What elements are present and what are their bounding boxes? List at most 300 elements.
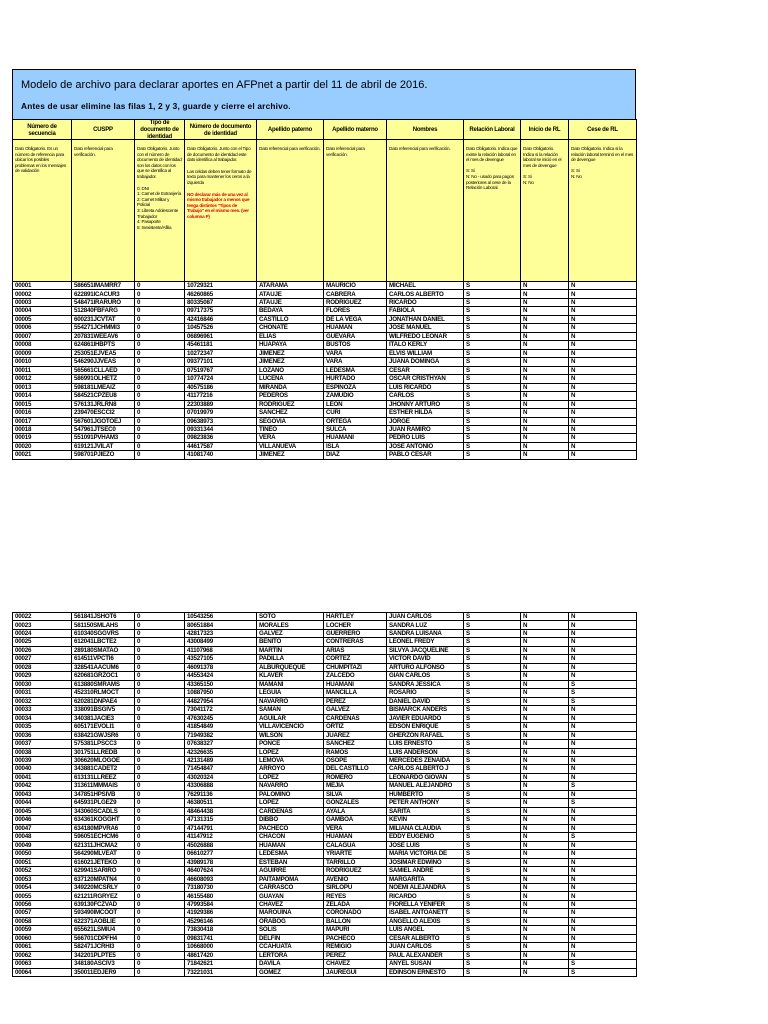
- cell-rl-start: N: [521, 748, 569, 756]
- cell-names: JAVIER EDUARDO: [387, 714, 464, 722]
- cell-rl-end: N: [569, 951, 637, 959]
- cell-rl-start: N: [521, 655, 569, 663]
- cell-doc-type: 0: [135, 315, 185, 323]
- table-row: [13, 790, 637, 798]
- cell-rl-start: N: [521, 409, 569, 417]
- cell-cuspp: 349220MCSRLY: [72, 884, 135, 892]
- cell-cuspp: 593490IMCOOT: [72, 909, 135, 917]
- cell-paternal-surname: CHAVEZ: [257, 900, 324, 908]
- cell-names: EDSON ENRIQUE: [387, 723, 464, 731]
- cell-doc-type: 0: [135, 833, 185, 841]
- cell-rl-end: N: [569, 748, 637, 756]
- cell-sequence: 00001: [13, 282, 72, 290]
- cell-doc-type: 0: [135, 646, 185, 654]
- desc-sequence: Dato Obligatorio. Es un número de referencia para ubicar los posibles problemas en los mensajes de validación: [13, 140, 72, 282]
- cell-rl-end: N: [569, 909, 637, 917]
- cell-rl-end: N: [569, 841, 637, 849]
- cell-names: MARIA VICTORIA DE: [387, 850, 464, 858]
- cell-paternal-surname: MAROUINA: [257, 909, 324, 917]
- cell-maternal-surname: MAURICIO: [324, 282, 387, 290]
- table-row: [13, 807, 637, 815]
- cell-labor-relation: S: [464, 943, 521, 951]
- cell-maternal-surname: CORONADO: [324, 909, 387, 917]
- cell-doc-number: 46091378: [185, 663, 257, 671]
- cell-maternal-surname: JUAREZ: [324, 731, 387, 739]
- cell-doc-number: 22303889: [185, 400, 257, 408]
- table-row: [13, 409, 637, 417]
- cell-sequence: 00042: [13, 782, 72, 790]
- cell-sequence: 00023: [13, 621, 72, 629]
- cell-doc-type: 0: [135, 909, 185, 917]
- cell-rl-end: N: [569, 850, 637, 858]
- cell-rl-end: N: [569, 655, 637, 663]
- desc-warning: NO declarar más de una vez al mismo trabajador a menos que tenga distintos "Tipos de Trabajo" en el mismo mes. (ver columna P): [187, 191, 250, 219]
- table-row: [13, 841, 637, 849]
- cell-rl-start: N: [521, 756, 569, 764]
- cell-rl-end: N: [569, 756, 637, 764]
- cell-labor-relation: S: [464, 706, 521, 714]
- cell-sequence: 00037: [13, 740, 72, 748]
- cell-rl-start: N: [521, 366, 569, 374]
- cell-rl-end: N: [569, 332, 637, 340]
- cell-doc-type: 0: [135, 706, 185, 714]
- cell-names: ARTURO ALFONSO: [387, 663, 464, 671]
- table-row: [13, 375, 637, 383]
- cell-labor-relation: S: [464, 613, 521, 621]
- cell-rl-end: N: [569, 375, 637, 383]
- cell-maternal-surname: VARA: [324, 358, 387, 366]
- cell-doc-number: 06610277: [185, 850, 257, 858]
- table-row: [13, 425, 637, 433]
- cell-sequence: 00057: [13, 909, 72, 917]
- cell-maternal-surname: REYES: [324, 892, 387, 900]
- cell-names: JUAN CARLOS: [387, 943, 464, 951]
- cell-rl-end: N: [569, 400, 637, 408]
- table-row: [13, 341, 637, 349]
- cell-labor-relation: S: [464, 799, 521, 807]
- cell-paternal-surname: PONCE: [257, 740, 324, 748]
- table-row: [13, 442, 637, 450]
- cell-sequence: 00049: [13, 841, 72, 849]
- cell-paternal-surname: CCAHUATA: [257, 943, 324, 951]
- cell-paternal-surname: MIRANDA: [257, 383, 324, 391]
- cell-maternal-surname: FLORES: [324, 307, 387, 315]
- cell-rl-start: N: [521, 706, 569, 714]
- cell-sequence: 00059: [13, 926, 72, 934]
- cell-doc-number: 42131489: [185, 756, 257, 764]
- cell-maternal-surname: CARDENAS: [324, 714, 387, 722]
- table-row: [13, 756, 637, 764]
- cell-names: LUIS ERNESTO: [387, 740, 464, 748]
- cell-sequence: 00044: [13, 799, 72, 807]
- cell-cuspp: 350011EDJER9: [72, 968, 135, 976]
- cell-names: PETER ANTHONY: [387, 799, 464, 807]
- cell-labor-relation: S: [464, 816, 521, 824]
- cell-doc-type: 0: [135, 341, 185, 349]
- cell-paternal-surname: JIMENEZ: [257, 358, 324, 366]
- cell-doc-number: 41081740: [185, 451, 257, 459]
- cell-doc-type: 0: [135, 740, 185, 748]
- cell-doc-number: 44553424: [185, 672, 257, 680]
- cell-rl-end: N: [569, 892, 637, 900]
- cell-rl-end: S: [569, 960, 637, 968]
- cell-rl-end: N: [569, 875, 637, 883]
- cell-rl-end: S: [569, 689, 637, 697]
- cell-paternal-surname: LOPEZ: [257, 799, 324, 807]
- cell-maternal-surname: RAMOS: [324, 748, 387, 756]
- cell-rl-start: N: [521, 663, 569, 671]
- cell-sequence: 00020: [13, 442, 72, 450]
- cell-paternal-surname: SEGOVIA: [257, 417, 324, 425]
- table-row: [13, 816, 637, 824]
- cell-doc-type: 0: [135, 782, 185, 790]
- table-row: [13, 646, 637, 654]
- cell-doc-type: 0: [135, 680, 185, 688]
- cell-cuspp: 289180SMATAO: [72, 646, 135, 654]
- cell-cuspp: 638421GWJSR6: [72, 731, 135, 739]
- cell-cuspp: 313611MMMAIS: [72, 782, 135, 790]
- cell-labor-relation: S: [464, 723, 521, 731]
- cell-rl-end: N: [569, 858, 637, 866]
- cell-doc-type: 0: [135, 434, 185, 442]
- cell-sequence: 00010: [13, 358, 72, 366]
- cell-labor-relation: S: [464, 655, 521, 663]
- cell-rl-end: N: [569, 383, 637, 391]
- cell-names: JONATHAN DANIEL: [387, 315, 464, 323]
- cell-sequence: 00046: [13, 816, 72, 824]
- cell-names: KEVIN: [387, 816, 464, 824]
- table-row: [13, 706, 637, 714]
- cell-names: GIAN CARLOS: [387, 672, 464, 680]
- cell-doc-type: 0: [135, 290, 185, 298]
- cell-names: ELVIS WILLIAM: [387, 349, 464, 357]
- cell-rl-end: N: [569, 663, 637, 671]
- cell-doc-number: 41177216: [185, 392, 257, 400]
- cell-doc-number: 44617587: [185, 442, 257, 450]
- cell-doc-number: 10729321: [185, 282, 257, 290]
- cell-doc-type: 0: [135, 332, 185, 340]
- cell-paternal-surname: VILLAVICENCIO: [257, 723, 324, 731]
- table-row: [13, 629, 637, 637]
- cell-names: JOSIMAR EDWINO: [387, 858, 464, 866]
- cell-names: MILIANA CLAUDIA: [387, 824, 464, 832]
- cell-doc-number: 44827954: [185, 697, 257, 705]
- cell-doc-number: 45296146: [185, 917, 257, 925]
- cell-cuspp: 621211RGRYEZ: [72, 892, 135, 900]
- cell-labor-relation: S: [464, 442, 521, 450]
- cell-paternal-surname: NAVARRO: [257, 697, 324, 705]
- cell-rl-end: S: [569, 697, 637, 705]
- cell-names: SILVYA JACQUELINE: [387, 646, 464, 654]
- cell-rl-end: S: [569, 833, 637, 841]
- table-row: [13, 324, 637, 332]
- cell-paternal-surname: KLAVER: [257, 672, 324, 680]
- cell-maternal-surname: MANCILLA: [324, 689, 387, 697]
- cell-rl-end: N: [569, 315, 637, 323]
- cell-doc-number: 10774724: [185, 375, 257, 383]
- cell-labor-relation: S: [464, 282, 521, 290]
- cell-rl-start: N: [521, 968, 569, 976]
- cell-sequence: 00011: [13, 366, 72, 374]
- cell-sequence: 00018: [13, 425, 72, 433]
- cell-names: ESTHER HILDA: [387, 409, 464, 417]
- cell-cuspp: 634180MPVRA6: [72, 824, 135, 832]
- cell-doc-number: 10457526: [185, 324, 257, 332]
- cell-cuspp: 512840FBFARG: [72, 307, 135, 315]
- cell-doc-number: 73041172: [185, 706, 257, 714]
- cell-labor-relation: S: [464, 425, 521, 433]
- cell-maternal-surname: REMIGIO: [324, 943, 387, 951]
- cell-sequence: 00017: [13, 417, 72, 425]
- cell-cuspp: 637120MPATN4: [72, 875, 135, 883]
- cell-labor-relation: S: [464, 307, 521, 315]
- cell-names: PEDRO LUIS: [387, 434, 464, 442]
- cell-rl-end: N: [569, 425, 637, 433]
- cell-cuspp: 575381LPSCC3: [72, 740, 135, 748]
- cell-doc-type: 0: [135, 850, 185, 858]
- cell-rl-end: N: [569, 926, 637, 934]
- cell-doc-type: 0: [135, 951, 185, 959]
- cell-doc-type: 0: [135, 425, 185, 433]
- cell-labor-relation: S: [464, 315, 521, 323]
- cell-doc-type: 0: [135, 816, 185, 824]
- cell-doc-type: 0: [135, 392, 185, 400]
- cell-names: SANDRA LUISANA: [387, 629, 464, 637]
- cell-cuspp: 253051EJVEA5: [72, 349, 135, 357]
- cell-paternal-surname: PAITAMPOMA: [257, 875, 324, 883]
- cell-doc-number: 07519767: [185, 366, 257, 374]
- cell-labor-relation: S: [464, 621, 521, 629]
- table-row: [13, 358, 637, 366]
- cell-doc-type: 0: [135, 629, 185, 637]
- cell-doc-number: 46407624: [185, 867, 257, 875]
- cell-paternal-surname: AGUIRRE: [257, 867, 324, 875]
- cell-cuspp: 452310RLMOCT: [72, 689, 135, 697]
- cell-maternal-surname: ARIAS: [324, 646, 387, 654]
- table-row: [13, 884, 637, 892]
- cell-rl-start: N: [521, 816, 569, 824]
- table-row: [13, 307, 637, 315]
- cell-sequence: 00033: [13, 706, 72, 714]
- cell-doc-number: 07019979: [185, 409, 257, 417]
- instruction-banner: [12, 69, 636, 120]
- cell-names: NOEMI ALEJANDRA: [387, 884, 464, 892]
- banner-title: Modelo de archivo para declarar aportes en AFPnet a partir del 11 de abril de 2016.: [21, 79, 428, 91]
- cell-doc-number: 41147912: [185, 833, 257, 841]
- cell-rl-start: N: [521, 892, 569, 900]
- cell-doc-number: 09377101: [185, 358, 257, 366]
- cell-cuspp: 612041LBCTE2: [72, 638, 135, 646]
- cell-doc-type: 0: [135, 943, 185, 951]
- cell-doc-type: 0: [135, 366, 185, 374]
- cell-maternal-surname: PEREZ: [324, 951, 387, 959]
- cell-maternal-surname: RODRIGUEZ: [324, 867, 387, 875]
- cell-rl-end: N: [569, 723, 637, 731]
- cell-names: CESAR: [387, 366, 464, 374]
- cell-cuspp: 624861IHBPTS: [72, 341, 135, 349]
- cell-labor-relation: S: [464, 740, 521, 748]
- cell-names: MANUEL ALEJANDRO: [387, 782, 464, 790]
- cell-maternal-surname: CORTEZ: [324, 655, 387, 663]
- cell-maternal-surname: ORTEGA: [324, 417, 387, 425]
- cell-doc-type: 0: [135, 731, 185, 739]
- cell-cuspp: 645931PLGEZ9: [72, 799, 135, 807]
- cell-rl-end: N: [569, 451, 637, 459]
- cell-doc-type: 0: [135, 756, 185, 764]
- cell-labor-relation: S: [464, 349, 521, 357]
- cell-rl-end: S: [569, 968, 637, 976]
- table-row: [13, 714, 637, 722]
- cell-rl-end: N: [569, 646, 637, 654]
- header-cuspp: CUSPP: [72, 120, 135, 142]
- cell-doc-type: 0: [135, 697, 185, 705]
- cell-doc-type: 0: [135, 358, 185, 366]
- cell-rl-end: S: [569, 799, 637, 807]
- cell-sequence: 00016: [13, 409, 72, 417]
- cell-sequence: 00063: [13, 960, 72, 968]
- cell-rl-end: N: [569, 740, 637, 748]
- table-row: [13, 824, 637, 832]
- cell-names: MARGARITA: [387, 875, 464, 883]
- cell-labor-relation: S: [464, 858, 521, 866]
- table-row: [13, 434, 637, 442]
- cell-labor-relation: S: [464, 917, 521, 925]
- cell-labor-relation: S: [464, 756, 521, 764]
- cell-rl-start: N: [521, 434, 569, 442]
- cell-sequence: 00014: [13, 392, 72, 400]
- cell-doc-number: 43008499: [185, 638, 257, 646]
- cell-cuspp: 620681GRZOC1: [72, 672, 135, 680]
- cell-names: DANIEL DAVID: [387, 697, 464, 705]
- cell-labor-relation: S: [464, 332, 521, 340]
- table-row: [13, 943, 637, 951]
- cell-doc-type: 0: [135, 892, 185, 900]
- cell-rl-end: N: [569, 282, 637, 290]
- cell-maternal-surname: PACHECO: [324, 934, 387, 942]
- cell-sequence: 00007: [13, 332, 72, 340]
- table-row: [13, 298, 637, 306]
- cell-paternal-surname: SOLIS: [257, 926, 324, 934]
- table-row: [13, 417, 637, 425]
- cell-doc-number: 43020324: [185, 773, 257, 781]
- table-row: [13, 315, 637, 323]
- cell-paternal-surname: JIMENEZ: [257, 349, 324, 357]
- cell-labor-relation: S: [464, 629, 521, 637]
- cell-cuspp: 596051ECHCM6: [72, 833, 135, 841]
- cell-doc-type: 0: [135, 451, 185, 459]
- cell-names: LUIS RICARDO: [387, 383, 464, 391]
- cell-sequence: 00048: [13, 833, 72, 841]
- cell-doc-number: 47630245: [185, 714, 257, 722]
- cell-doc-number: 73180730: [185, 884, 257, 892]
- cell-maternal-surname: VARA: [324, 349, 387, 357]
- cell-doc-type: 0: [135, 307, 185, 315]
- table-row: [13, 782, 637, 790]
- cell-rl-start: N: [521, 298, 569, 306]
- cell-rl-start: N: [521, 782, 569, 790]
- cell-maternal-surname: BALLON: [324, 917, 387, 925]
- cell-labor-relation: S: [464, 434, 521, 442]
- cell-doc-type: 0: [135, 349, 185, 357]
- cell-cuspp: 655621LSMIU4: [72, 926, 135, 934]
- cell-maternal-surname: BUSTOS: [324, 341, 387, 349]
- cell-paternal-surname: ARROYO: [257, 765, 324, 773]
- cell-rl-start: N: [521, 740, 569, 748]
- cell-rl-start: N: [521, 375, 569, 383]
- cell-maternal-surname: VERA: [324, 824, 387, 832]
- cell-maternal-surname: JAUREGUI: [324, 968, 387, 976]
- cell-names: JUANA DOMINGA: [387, 358, 464, 366]
- cell-rl-end: N: [569, 358, 637, 366]
- cell-cuspp: 622371AOBLIE: [72, 917, 135, 925]
- cell-doc-number: 46260865: [185, 290, 257, 298]
- cell-maternal-surname: HURTADO: [324, 375, 387, 383]
- table-row: [13, 451, 637, 459]
- desc-names: Dato referencial para verificación.: [387, 140, 464, 282]
- cell-cuspp: 639130FCZVAD: [72, 900, 135, 908]
- cell-labor-relation: S: [464, 824, 521, 832]
- cell-sequence: 00052: [13, 867, 72, 875]
- cell-maternal-surname: HUAMANI: [324, 434, 387, 442]
- table-row: [13, 765, 637, 773]
- table-row: [13, 748, 637, 756]
- cell-cuspp: 600231JCVTAT: [72, 315, 135, 323]
- cell-doc-type: 0: [135, 748, 185, 756]
- cell-doc-type: 0: [135, 400, 185, 408]
- table-row: [13, 740, 637, 748]
- cell-paternal-surname: LOPEZ: [257, 773, 324, 781]
- cell-doc-type: 0: [135, 638, 185, 646]
- cell-rl-end: N: [569, 613, 637, 621]
- cell-doc-type: 0: [135, 858, 185, 866]
- cell-labor-relation: S: [464, 451, 521, 459]
- cell-names: JUAN RAMIRO: [387, 425, 464, 433]
- cell-maternal-surname: DE LA VEGA: [324, 315, 387, 323]
- cell-rl-end: N: [569, 773, 637, 781]
- cell-doc-number: 45461181: [185, 341, 257, 349]
- cell-paternal-surname: DELFIN: [257, 934, 324, 942]
- cell-maternal-surname: MEJIA: [324, 782, 387, 790]
- cell-maternal-surname: PEREZ: [324, 697, 387, 705]
- cell-sequence: 00019: [13, 434, 72, 442]
- cell-sequence: 00035: [13, 723, 72, 731]
- cell-labor-relation: S: [464, 689, 521, 697]
- cell-labor-relation: S: [464, 875, 521, 883]
- cell-doc-number: 42817323: [185, 629, 257, 637]
- cell-sequence: 00022: [13, 613, 72, 621]
- cell-rl-end: S: [569, 680, 637, 688]
- cell-maternal-surname: ZALCEDO: [324, 672, 387, 680]
- cell-labor-relation: S: [464, 383, 521, 391]
- cell-labor-relation: S: [464, 680, 521, 688]
- header-names: Nombres: [387, 120, 464, 142]
- cell-rl-end: N: [569, 298, 637, 306]
- cell-sequence: 00041: [13, 773, 72, 781]
- cell-maternal-surname: DEL CASTILLO: [324, 765, 387, 773]
- cell-doc-type: 0: [135, 282, 185, 290]
- cell-labor-relation: S: [464, 909, 521, 917]
- cell-paternal-surname: DAVILA: [257, 960, 324, 968]
- table-row: [13, 909, 637, 917]
- cell-names: LUIS ANGEL: [387, 926, 464, 934]
- desc-doc-number: Dato Obligatorio. Junto con el Tipo de documento de identidad este dato identifica al trabajador. Las celdas deben tener formato de texto para mantener los ceros a la izquierda NO declarar más de una vez al mismo trabajador a menos que tenga distintos "Tipos de Trabajo" en el mismo mes. (ver columna P): [185, 140, 257, 282]
- cell-rl-end: N: [569, 917, 637, 925]
- cell-maternal-surname: DIAZ: [324, 451, 387, 459]
- cell-sequence: 00005: [13, 315, 72, 323]
- cell-cuspp: 584521CPZEU8: [72, 392, 135, 400]
- cell-rl-start: N: [521, 697, 569, 705]
- cell-doc-type: 0: [135, 867, 185, 875]
